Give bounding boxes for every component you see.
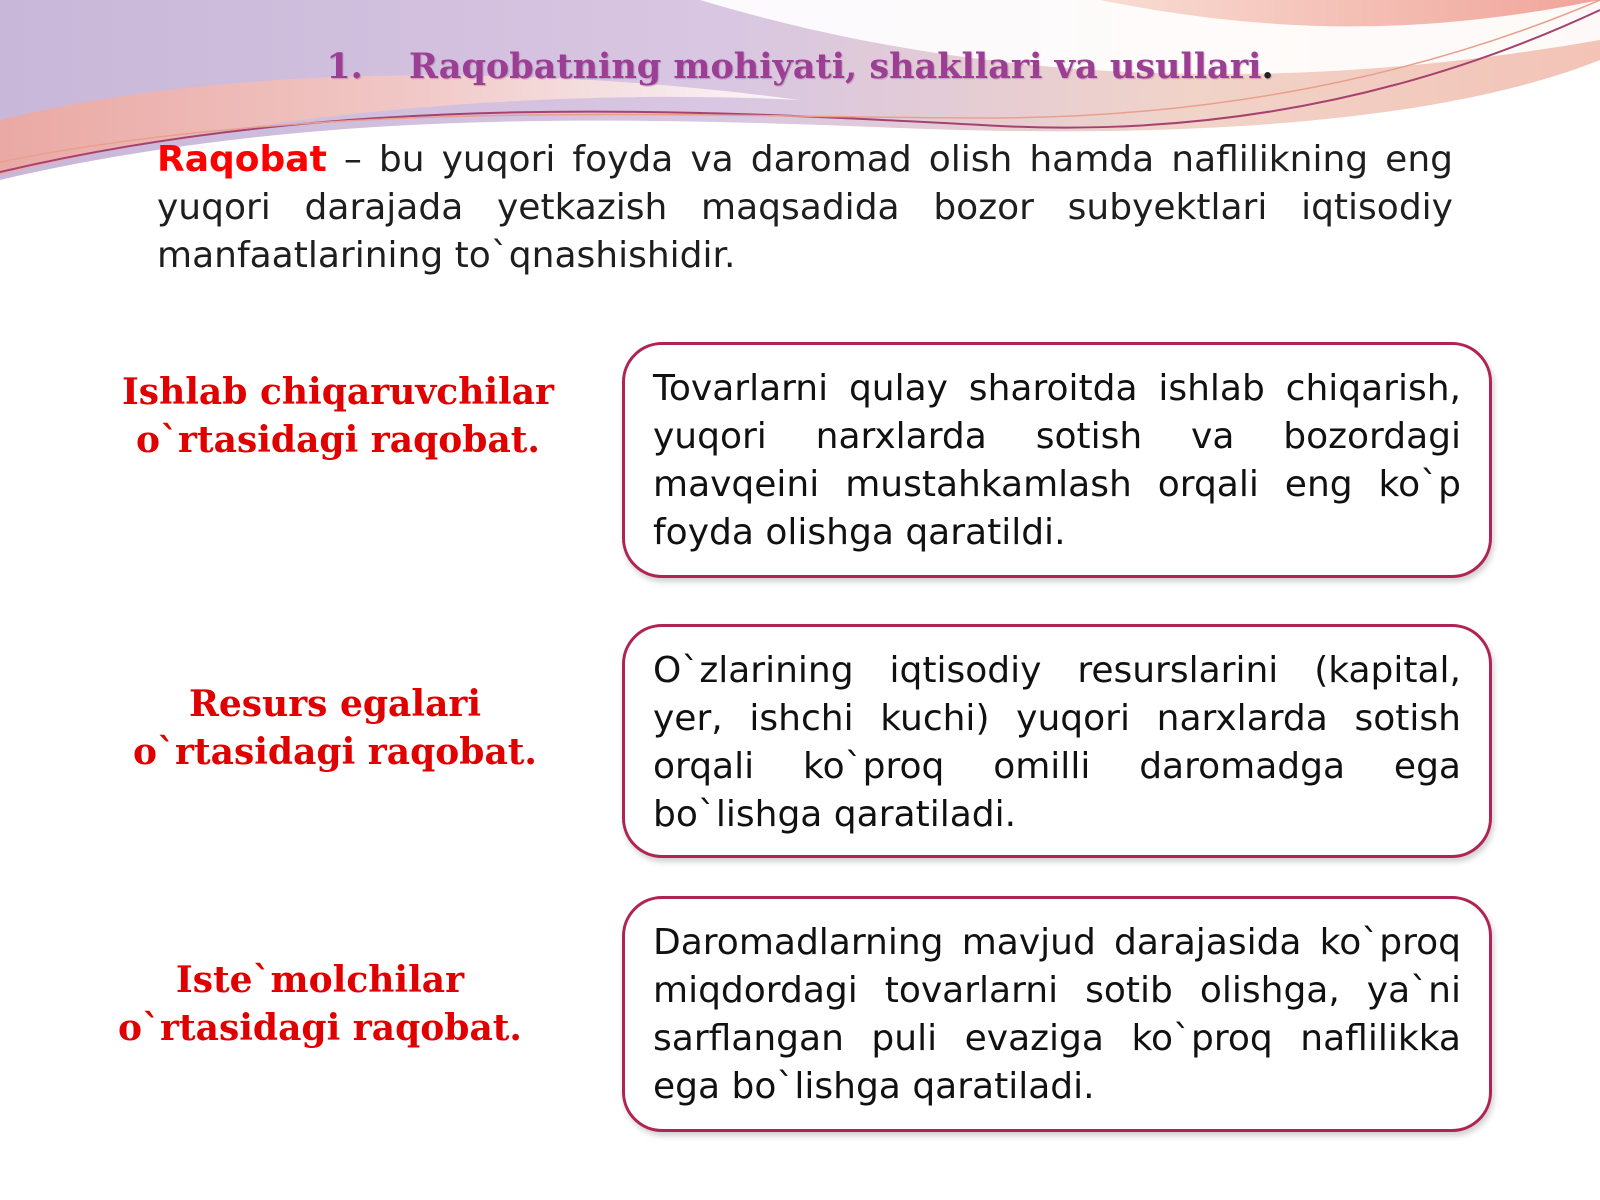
type-description-producers: Tovarlarni qulay sharoitda ishlab chiqarish, yuqori narxlarda sotish va bozordagi mavqeini mustahkamlash orqali eng ko`p foyda olishga qaratildi. (653, 368, 1461, 553)
type-description-box-consumers (622, 896, 1492, 1132)
title-period: . (1261, 46, 1274, 87)
slide-title (0, 46, 1600, 87)
definition-paragraph (157, 136, 1453, 280)
type-description-consumers: Daromadlarning mavjud darajasida ko`proq miqdordagi tovarlarni sotib olishga, ya`ni sarflangan puli evaziga ko`proq naflilikka ega bo`lishga qaratiladi. (653, 922, 1461, 1107)
type-description-box-resource-owners (622, 624, 1492, 858)
definition-term: Raqobat (157, 139, 327, 180)
type-description-resource-owners: O`zlarining iqtisodiy resurslarini (kapital, yer, ishchi kuchi) yuqori narxlarda sotish orqali ko`proq omilli daromadga ega bo`lishga qaratiladi. (653, 650, 1461, 835)
type-label-resource-owners: Resurs egalari o`rtasidagi raqobat. (133, 683, 537, 773)
type-label-consumers: Iste`molchilar o`rtasidagi raqobat. (118, 959, 522, 1049)
title-text: Raqobatning mohiyati, shakllari va usullari (408, 46, 1262, 87)
type-label-producers: Ishlab chiqaruvchilar o`rtasidagi raqobat. (121, 371, 555, 461)
definition-text: – bu yuqori foyda va daromad olish hamda naflilikning eng yuqori darajada yetkazish maqsadida bozor subyektlari iqtisodiy manfaatlarining to`qnashishidir. (157, 139, 1453, 276)
type-description-box-producers (622, 342, 1492, 578)
title-number: 1. (326, 46, 363, 87)
